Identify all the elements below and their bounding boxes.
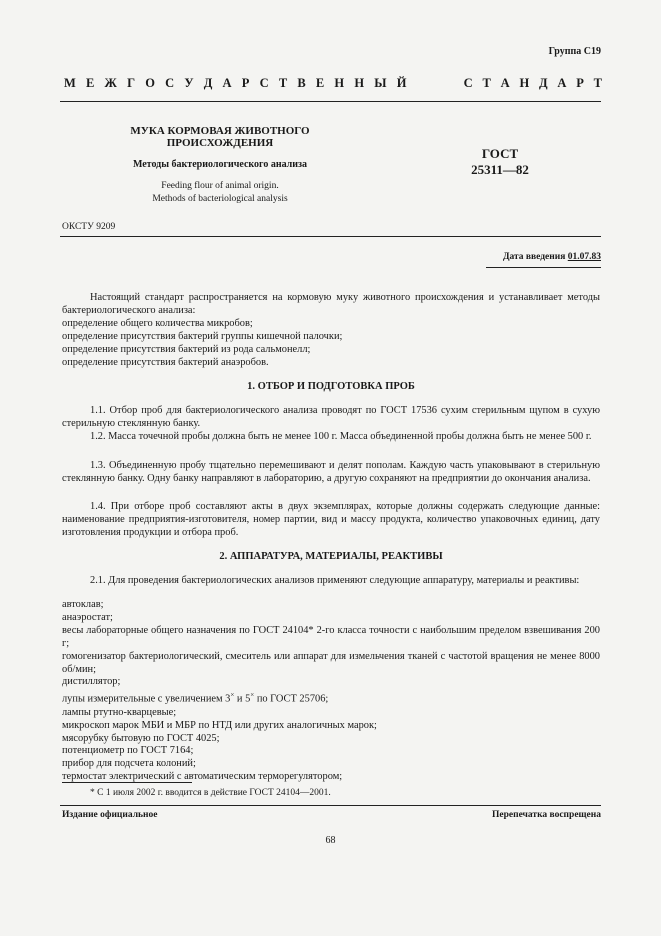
section-1-paragraph-2: 1.2. Масса точечной пробы должна быть не менее 100 г. Масса объединенной пробы должна быть не менее 500 г. xyxy=(90,431,592,442)
title-block xyxy=(100,125,340,206)
intro-date-label: Дата введения xyxy=(502,252,566,262)
list-item: микроскоп марок МБИ и МБР по НТД или других аналогичных марок; xyxy=(62,719,377,731)
list-item: прибор для подсчета колоний; xyxy=(62,758,196,770)
intro-list xyxy=(62,318,600,370)
list-item: определение общего количества микробов; xyxy=(62,318,253,329)
list-item: весы лабораторные общего назначения по ГОСТ 24104* 2-го класса точности с наибольшим пределом взвешивания 200 г; xyxy=(62,624,600,649)
title-line-2: ПРОИСХОЖДЕНИЯ xyxy=(166,137,274,149)
official-edition-note: Издание официальное xyxy=(62,810,158,820)
title-english-line-1: Feeding flour of animal origin. xyxy=(161,181,279,191)
gost-number: 25311—82 xyxy=(471,162,529,177)
gost-label: ГОСТ xyxy=(481,146,519,161)
list-item: определение присутствия бактерий из рода сальмонелл; xyxy=(62,343,311,355)
section-1-paragraph-4: 1.4. При отборе проб составляют акты в двух экземплярах, которые должны содержать следующие данные: наименование предприятия-изготовителя, номер партии, вид и массу продукта, количество упаковочных единиц, дату изготовления продукции и отбора проб. xyxy=(62,501,600,538)
section-2-paragraph-1: 2.1. Для проведения бактериологических анализов применяют следующие аппаратуру, материалы и реактивы: xyxy=(90,575,580,586)
section-2-heading: 2. АППАРАТУРА, МАТЕРИАЛЫ, РЕАКТИВЫ xyxy=(219,551,443,562)
date-underline xyxy=(486,267,601,268)
list-item: лампы ртутно-кварцевые; xyxy=(62,706,177,718)
list-item: анаэростат; xyxy=(62,611,113,623)
list-item: мясорубку бытовую по ГОСТ 4025; xyxy=(62,732,220,744)
list-item: потенциометр по ГОСТ 7164; xyxy=(62,745,194,757)
group-code: Группа С19 xyxy=(548,46,601,57)
intro-date-value: 01.07.83 xyxy=(567,252,601,262)
section-1-paragraph-3: 1.3. Объединенную пробу тщательно перемешивают и делят пополам. Каждую часть упаковывают в стерильную стеклянную банку. Одну банку направляют в лабораторию, а другую сохраняют на предприятии до окончания анализа. xyxy=(62,460,600,484)
okstu-code: ОКСТУ 9209 xyxy=(62,222,116,232)
list-item: определение присутствия бактерий группы кишечной палочки; xyxy=(62,330,343,342)
banner-word-standard: С Т А Н Д А Р Т xyxy=(463,76,602,90)
banner-word-interstate: М Е Ж Г О С У Д А Р С Т В Е Н Н Ы Й xyxy=(64,76,407,90)
list-item: гомогенизатор бактериологический, смеситель или аппарат для измельчения тканей с частотой вращения не менее 8000 об/мин; xyxy=(62,650,600,675)
list-item: термостат электрический с автоматическим терморегулятором; xyxy=(62,771,343,783)
footnote: * С 1 июля 2002 г. вводится в действие ГОСТ 24104—2001. xyxy=(90,788,331,798)
standard-banner xyxy=(64,76,602,91)
list-item: дистиллятор; xyxy=(62,676,121,688)
title-english-line-2: Methods of bacteriological analysis xyxy=(152,194,288,204)
section-1-heading: 1. ОТБОР И ПОДГОТОВКА ПРОБ xyxy=(247,381,415,392)
list-item: автоклав; xyxy=(62,599,104,610)
title-english xyxy=(100,180,340,206)
reprint-prohibited-note: Перепечатка воспрещена xyxy=(491,810,601,820)
section-1-paragraph-1: 1.1. Отбор проб для бактериологического анализа проводят по ГОСТ 17536 сухим стерильным щупом в сухую стерильную стеклянную банку. xyxy=(62,405,600,429)
intro-paragraph: Настоящий стандарт распространяется на кормовую муку животного происхождения и устанавливает методы бактериологического анализа: xyxy=(62,292,600,316)
list-item-lupa: лупы измерительные с увеличением 3× и 5× по ГОСТ 25706; xyxy=(62,691,329,705)
header-divider xyxy=(60,101,601,102)
title-line-1: МУКА КОРМОВАЯ ЖИВОТНОГО xyxy=(130,125,310,137)
footnote-divider xyxy=(62,782,192,783)
page-number: 68 xyxy=(325,835,336,846)
footer-divider xyxy=(60,805,601,806)
title-subtitle: Методы бактериологического анализа xyxy=(132,159,308,170)
okstu-divider xyxy=(60,236,601,237)
intro-date xyxy=(503,252,601,262)
section-2-list xyxy=(62,599,600,784)
list-item: определение присутствия бактерий анаэробов. xyxy=(62,356,269,368)
gost-designation xyxy=(440,146,560,178)
